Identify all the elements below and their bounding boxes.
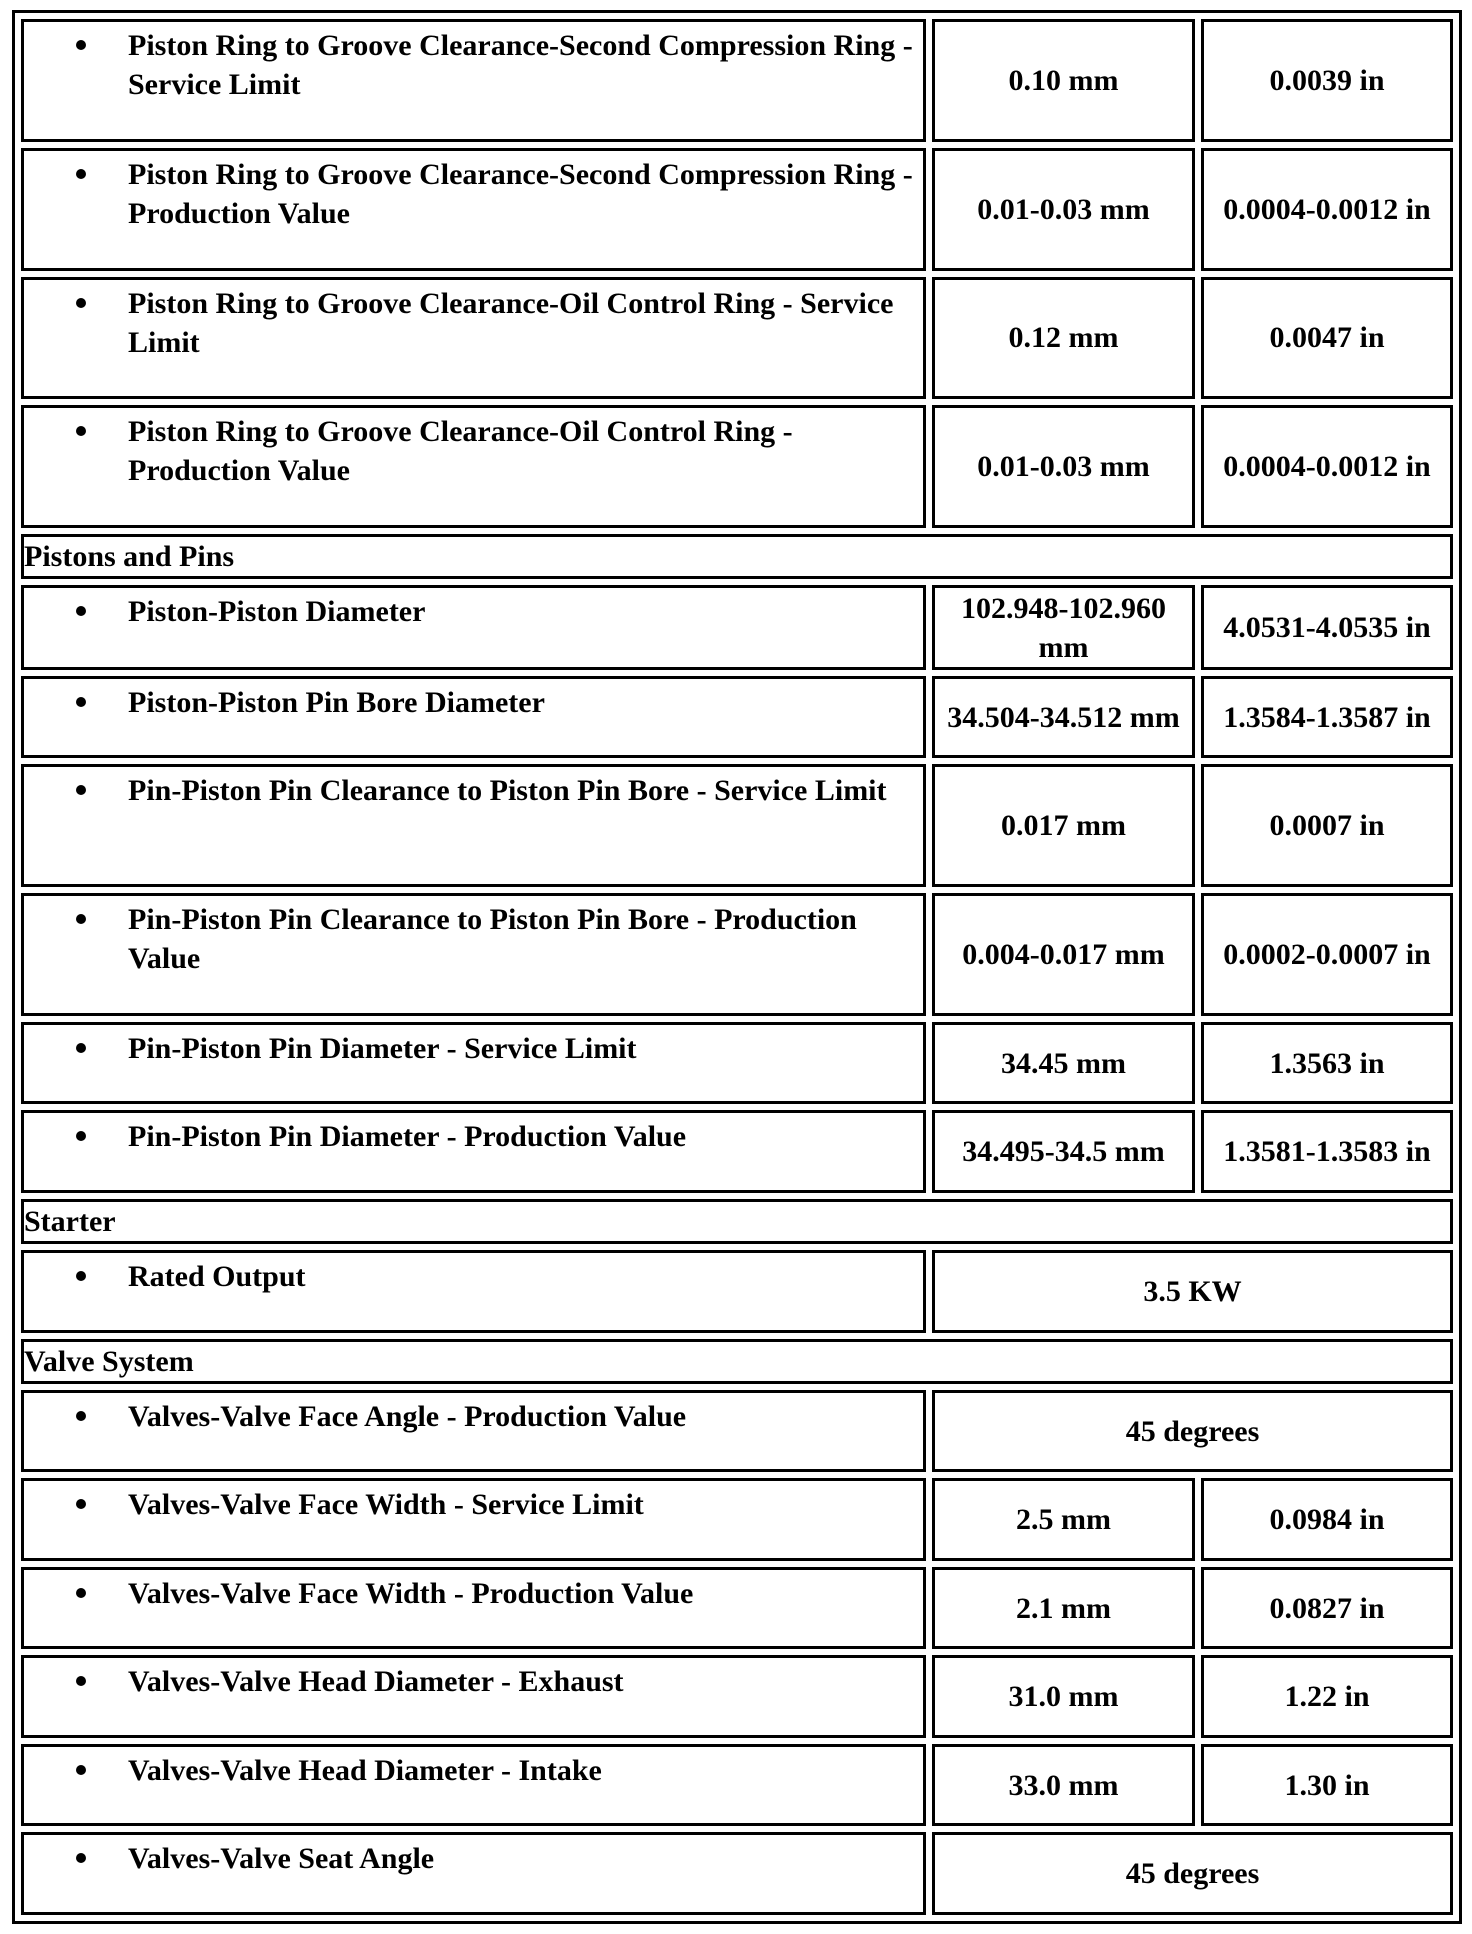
spec-description-cell — [21, 1744, 926, 1827]
spec-description-cell — [21, 1022, 926, 1105]
spec-row — [21, 19, 1453, 142]
spec-description: Valves-Valve Head Diameter - Intake — [128, 1753, 602, 1787]
metric-value: 2.1 mm — [932, 1567, 1195, 1650]
imperial-value: 0.0007 in — [1201, 764, 1453, 887]
imperial-value: 0.0002-0.0007 in — [1201, 893, 1453, 1016]
spec-description-cell — [21, 893, 926, 1016]
bullet-icon — [76, 1765, 86, 1775]
metric-value: 0.01-0.03 mm — [932, 405, 1195, 528]
metric-value: 102.948-102.960 mm — [932, 585, 1195, 670]
section-heading: Valve System — [21, 1339, 1453, 1384]
bullet-icon — [76, 1853, 86, 1863]
spec-row — [21, 1655, 1453, 1738]
metric-value: 0.004-0.017 mm — [932, 893, 1195, 1016]
bullet-icon — [76, 426, 86, 436]
metric-value: 34.504-34.512 mm — [932, 676, 1195, 759]
bullet-icon — [76, 1676, 86, 1686]
bullet-icon — [76, 697, 86, 707]
metric-value: 0.017 mm — [932, 764, 1195, 887]
imperial-value: 0.0827 in — [1201, 1567, 1453, 1650]
imperial-value: 1.22 in — [1201, 1655, 1453, 1738]
metric-value: 31.0 mm — [932, 1655, 1195, 1738]
spec-description: Piston Ring to Groove Clearance-Second Compression Ring - Production Value — [128, 157, 913, 230]
spec-description: Valves-Valve Head Diameter - Exhaust — [128, 1665, 624, 1699]
spec-description-cell — [21, 1567, 926, 1650]
metric-value: 0.01-0.03 mm — [932, 148, 1195, 271]
spec-description: Valves-Valve Face Width - Production Value — [128, 1576, 694, 1610]
spec-row — [21, 405, 1453, 528]
spec-description: Pin-Piston Pin Clearance to Piston Pin Bore - Service Limit — [128, 774, 887, 808]
spec-description-cell — [21, 764, 926, 887]
bullet-icon — [76, 1411, 86, 1421]
spec-row — [21, 1250, 1453, 1333]
bullet-icon — [76, 1271, 86, 1281]
spec-description-cell — [21, 1250, 926, 1333]
bullet-icon — [76, 1043, 86, 1053]
spec-row — [21, 1744, 1453, 1827]
spec-value: 45 degrees — [932, 1390, 1453, 1473]
spec-row — [21, 1110, 1453, 1193]
spec-description: Pin-Piston Pin Diameter - Production Value — [128, 1120, 687, 1154]
spec-description-cell — [21, 1832, 926, 1915]
spec-description: Valves-Valve Face Angle - Production Value — [128, 1399, 687, 1433]
section-heading: Pistons and Pins — [21, 534, 1453, 579]
spec-description-cell — [21, 1655, 926, 1738]
bullet-icon — [76, 785, 86, 795]
spec-description: Rated Output — [128, 1260, 306, 1294]
spec-row — [21, 585, 1453, 670]
spec-description-cell — [21, 148, 926, 271]
section-row — [21, 1339, 1453, 1384]
spec-row — [21, 676, 1453, 759]
spec-description: Piston Ring to Groove Clearance-Oil Control Ring - Service Limit — [128, 286, 894, 359]
imperial-value: 0.0004-0.0012 in — [1201, 148, 1453, 271]
imperial-value: 4.0531-4.0535 in — [1201, 585, 1453, 670]
spec-row — [21, 893, 1453, 1016]
bullet-icon — [76, 40, 86, 50]
imperial-value: 0.0984 in — [1201, 1478, 1453, 1561]
spec-row — [21, 1832, 1453, 1915]
imperial-value: 0.0039 in — [1201, 19, 1453, 142]
spec-value: 45 degrees — [932, 1832, 1453, 1915]
imperial-value: 1.3563 in — [1201, 1022, 1453, 1105]
spec-description-cell — [21, 585, 926, 670]
bullet-icon — [76, 298, 86, 308]
metric-value: 2.5 mm — [932, 1478, 1195, 1561]
spec-description-cell — [21, 1110, 926, 1193]
section-row — [21, 534, 1453, 579]
spec-description-cell — [21, 1478, 926, 1561]
spec-description-cell — [21, 277, 926, 400]
spec-description-cell — [21, 676, 926, 759]
spec-description: Piston Ring to Groove Clearance-Oil Control Ring - Production Value — [128, 415, 793, 488]
bullet-icon — [76, 1131, 86, 1141]
section-heading: Starter — [21, 1199, 1453, 1244]
spec-description: Valves-Valve Seat Angle — [128, 1842, 435, 1876]
spec-row — [21, 148, 1453, 271]
imperial-value: 0.0047 in — [1201, 277, 1453, 400]
spec-value: 3.5 KW — [932, 1250, 1453, 1333]
spec-row — [21, 764, 1453, 887]
bullet-icon — [76, 1499, 86, 1509]
section-row — [21, 1199, 1453, 1244]
spec-description: Piston-Piston Pin Bore Diameter — [128, 685, 545, 719]
bullet-icon — [76, 169, 86, 179]
spec-description: Pin-Piston Pin Diameter - Service Limit — [128, 1031, 637, 1065]
spec-description: Valves-Valve Face Width - Service Limit — [128, 1488, 644, 1522]
imperial-value: 1.3581-1.3583 in — [1201, 1110, 1453, 1193]
spec-description-cell — [21, 19, 926, 142]
imperial-value: 1.30 in — [1201, 1744, 1453, 1827]
metric-value: 34.45 mm — [932, 1022, 1195, 1105]
metric-value: 0.12 mm — [932, 277, 1195, 400]
specifications-table — [12, 10, 1462, 1924]
metric-value: 34.495-34.5 mm — [932, 1110, 1195, 1193]
bullet-icon — [76, 914, 86, 924]
metric-value: 33.0 mm — [932, 1744, 1195, 1827]
imperial-value: 0.0004-0.0012 in — [1201, 405, 1453, 528]
spec-description: Pin-Piston Pin Clearance to Piston Pin Bore - Production Value — [128, 903, 857, 976]
spec-row — [21, 1390, 1453, 1473]
spec-row — [21, 277, 1453, 400]
metric-value: 0.10 mm — [932, 19, 1195, 142]
spec-row — [21, 1022, 1453, 1105]
spec-description: Piston-Piston Diameter — [128, 595, 426, 629]
spec-row — [21, 1478, 1453, 1561]
bullet-icon — [76, 606, 86, 616]
spec-description: Piston Ring to Groove Clearance-Second Compression Ring - Service Limit — [128, 29, 913, 101]
spec-description-cell — [21, 405, 926, 528]
spec-row — [21, 1567, 1453, 1650]
spec-description-cell — [21, 1390, 926, 1473]
imperial-value: 1.3584-1.3587 in — [1201, 676, 1453, 759]
bullet-icon — [76, 1588, 86, 1598]
